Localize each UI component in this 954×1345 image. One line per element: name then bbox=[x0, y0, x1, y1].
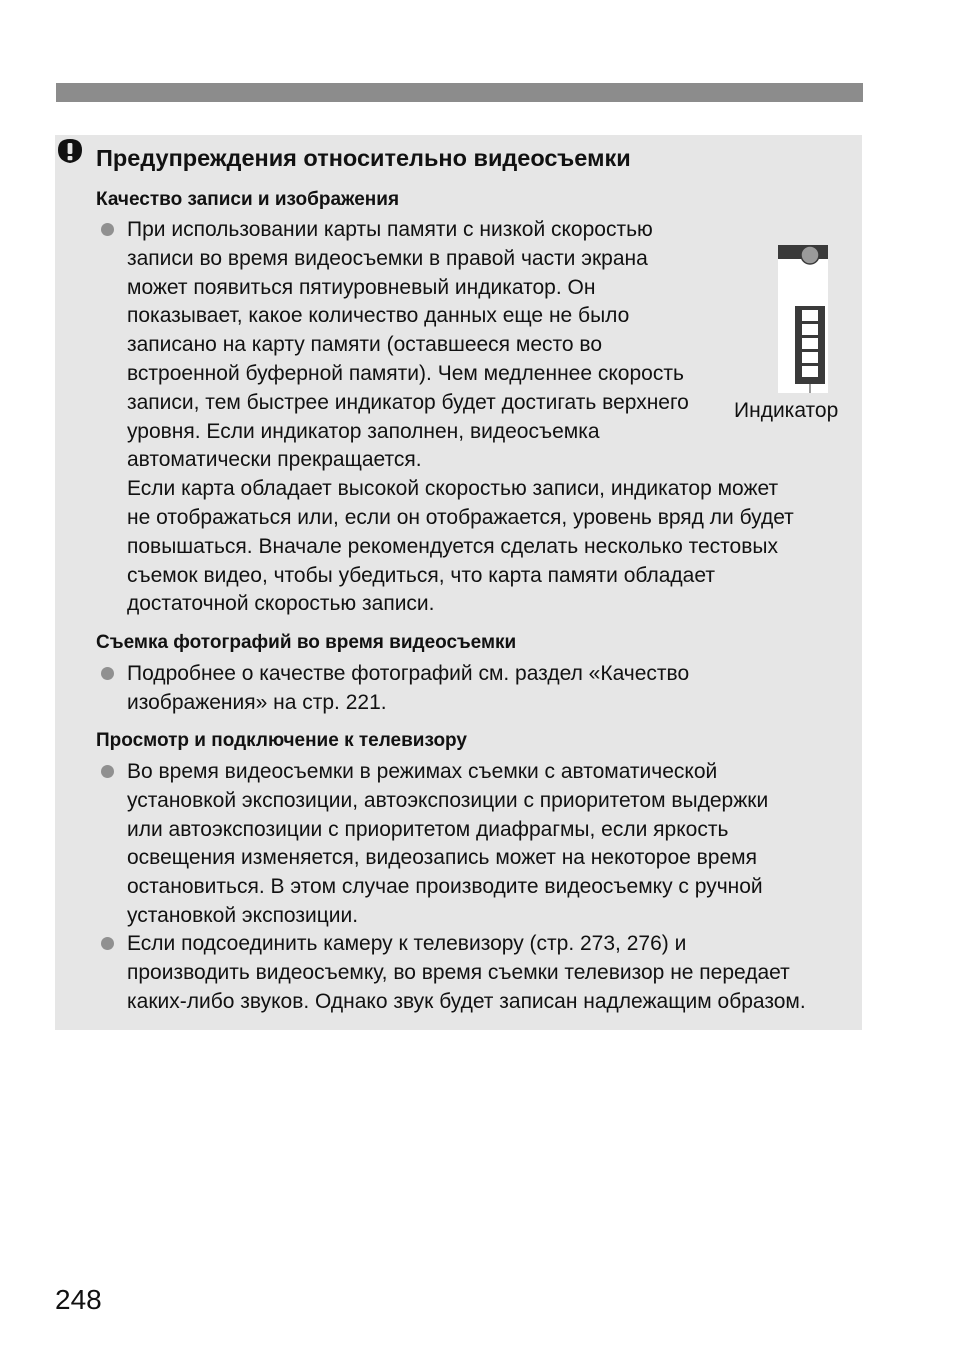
bullet-text-slow-card: При использовании карты памяти с низкой скоростью записи во время видеосъемки в правой части экрана может появиться пятиуровневый индикатор. Он показывает, какое количество данных еще не было записано на карту памяти (оставшееся место во встроенной буферной памяти). Чем медленнее скорость записи, тем быстрее индикатор будет достигать верхнего уровня. Если индикатор заполнен, видеосъемка автоматически прекращается. Если карта обладает высокой скоростью записи, индикатор может не отображаться или, если он отображается, уровень вряд ли будет повышаться. Вначале рекомендуется сделать несколько тестовых съемок видео, чтобы убедиться, что карта памяти обладает достаточной скоростью записи. bbox=[127, 218, 794, 616]
warning-title: Предупреждения относительно видеосъемки bbox=[96, 145, 631, 171]
page-number: 248 bbox=[55, 1284, 102, 1315]
buffer-indicator-figure bbox=[778, 245, 828, 393]
section-heading-recording-quality: Качество записи и изображения bbox=[96, 189, 400, 210]
bullet-icon bbox=[101, 937, 114, 950]
caution-icon bbox=[55, 136, 85, 166]
section-heading-tv-connection: Просмотр и подключение к телевизору bbox=[96, 730, 467, 751]
indicator-label: Индикатор bbox=[734, 399, 839, 422]
bullet-icon bbox=[101, 223, 114, 236]
bullet-text-still-quality: Подробнее о качестве фотографий см. раздел «Качество изображения» на стр. 221. bbox=[127, 662, 690, 714]
bullet-text-auto-exposure: Во время видеосъемки в режимах съемки с автоматической установкой экспозиции, автоэкспозиции с приоритетом выдержки или автоэкспозиции с приоритетом диафрагмы, если яркость освещения изменяется, видеозапись может на некоторое время остановиться. В этом случае производите видеосъемку с ручной установкой экспозиции. bbox=[127, 760, 769, 927]
bullet-text-tv-sound: Если подсоединить камеру к телевизору (стр. 273, 276) и производить видеосъемку, во время съемки телевизор не передает каких-либо звуков. Однако звук будет записан надлежащим образом. bbox=[127, 932, 806, 1013]
top-divider-bar bbox=[56, 83, 863, 102]
bullet-icon bbox=[101, 667, 114, 680]
bullet-icon bbox=[101, 765, 114, 778]
section-heading-stills-during-movie: Съемка фотографий во время видеосъемки bbox=[96, 632, 517, 653]
